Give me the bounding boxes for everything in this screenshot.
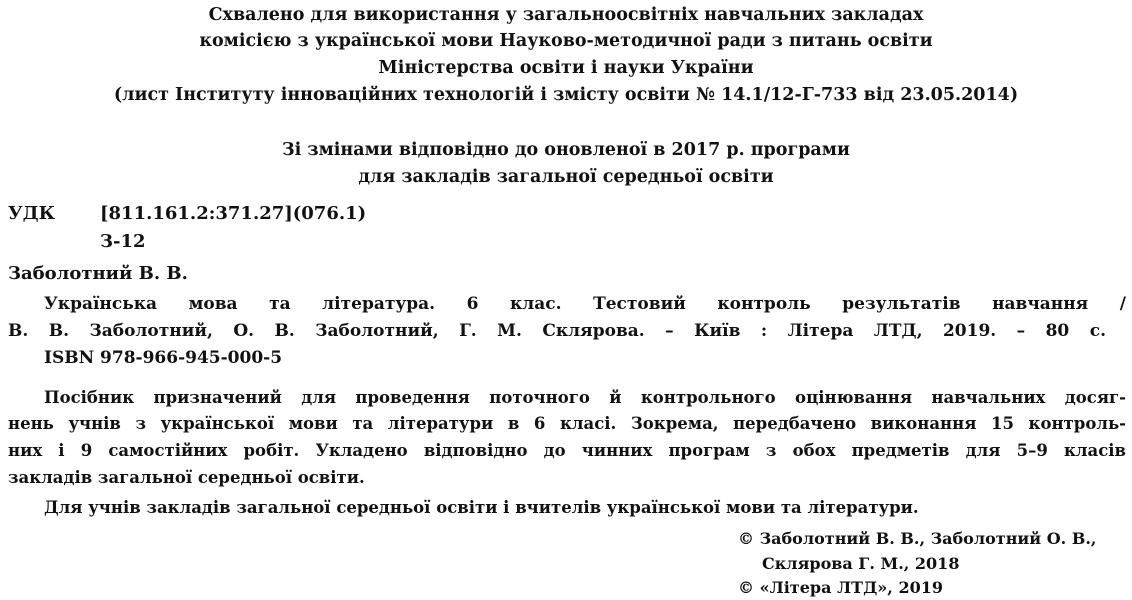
udk-code: [811.161.2:371.27](076.1) — [100, 203, 367, 224]
copyright-line-3: © «Літера ЛТД», 2019 — [738, 578, 943, 597]
udk-label: УДК — [8, 203, 55, 224]
copyright-line-2: Склярова Г. М., 2018 — [762, 554, 960, 573]
annotation-line-2: нень учнів з української мови та літератури в 6 класі. Зокрема, передбачено виконання 15 контроль- — [8, 414, 1126, 433]
author-mark: З-12 — [100, 231, 146, 252]
approval-line-1: Схвалено для використання у загальноосвітніх навчальних закладах — [208, 5, 924, 25]
description-line-1: Українська мова та література. 6 клас. Тестовий контроль результатів навчання / — [44, 294, 1126, 314]
approval-line-4: (лист Інституту інноваційних технологій і змісту освіти № 14.1/12-Г-733 від 23.05.2014) — [113, 85, 1019, 105]
isbn: ISBN 978-966-945-000-5 — [44, 348, 283, 368]
audience-note: Для учнів закладів загальної середньої освіти і вчителів української мови та літератури. — [44, 498, 919, 517]
annotation-line-3: них і 9 самостійних робіт. Укладено відповідно до чинних програм з обох предметів для 5–9 класів — [8, 441, 1126, 460]
author-heading: Заболотний В. В. — [8, 263, 188, 284]
annotation-line-1: Посібник призначений для проведення поточного й контрольного оцінювання навчальних досяг- — [44, 388, 1126, 407]
description-line-2: В. В. Заболотний, О. В. Заболотний, Г. М. Склярова. – Київ : Літера ЛТД, 2019. – 80 с. — [8, 321, 1106, 341]
copyright-line-1: © Заболотний В. В., Заболотний О. В., — [738, 529, 1097, 548]
changes-line-1: Зі змінами відповідно до оновленої в 2017 р. програми — [282, 140, 850, 160]
annotation-line-4: закладів загальної середньої освіти. — [8, 468, 365, 487]
changes-line-2: для закладів загальної середньої освіти — [358, 167, 774, 187]
approval-line-3: Міністерства освіти і науки України — [378, 58, 754, 78]
approval-line-2: комісією з української мови Науково-методичної ради з питань освіти — [199, 31, 933, 51]
